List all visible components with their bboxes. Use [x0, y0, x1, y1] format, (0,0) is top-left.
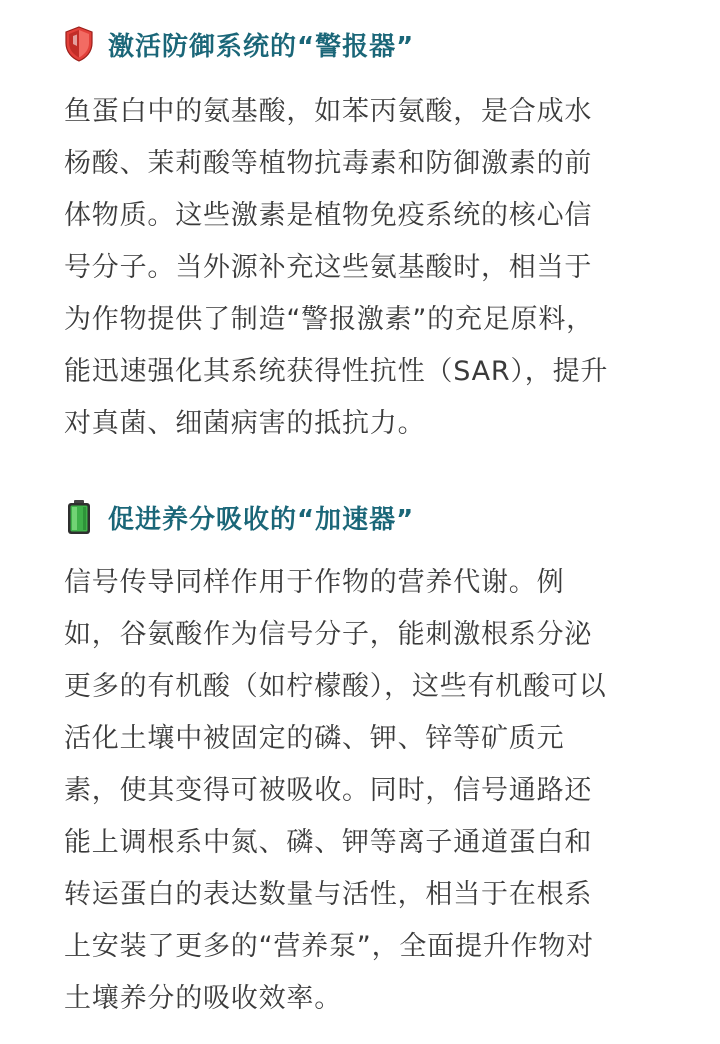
- section-title: 促进养分吸收的“加速器”: [108, 504, 415, 535]
- body-line: 信号传导同样作用于作物的营养代谢。例: [64, 567, 565, 598]
- section-body: [64, 86, 608, 450]
- body-line: 转运蛋白的表达数量与活性，相当于在根系: [64, 879, 593, 910]
- body-line: 土壤养分的吸收效率。: [64, 983, 342, 1014]
- section-heading: [64, 497, 664, 537]
- body-line: 活化土壤中被固定的磷、钾、锌等矿质元: [64, 723, 565, 754]
- body-line: 能上调根系中氮、磷、钾等离子通道蛋白和: [64, 827, 593, 858]
- body-line: 号分子。当外源补充这些氨基酸时，相当于: [64, 252, 593, 283]
- body-line: 体物质。这些激素是植物免疫系统的核心信: [64, 200, 593, 231]
- section-heading: [64, 24, 664, 64]
- body-line: 更多的有机酸（如柠檬酸），这些有机酸可以: [64, 671, 607, 702]
- body-line: 杨酸、茉莉酸等植物抗毒素和防御激素的前: [64, 148, 593, 179]
- section-body: [64, 557, 607, 1025]
- body-line: 如，谷氨酸作为信号分子，能刺激根系分泌: [64, 619, 593, 650]
- body-line: 为作物提供了制造“警报激素”的充足原料，: [64, 304, 594, 335]
- section-nutrient-accelerator: [64, 497, 664, 1014]
- body-line: 上安装了更多的“营养泵”，全面提升作物对: [64, 931, 594, 962]
- battery-icon: [64, 499, 94, 535]
- body-line: 素，使其变得可被吸收。同时，信号通路还: [64, 775, 593, 806]
- shield-icon: [64, 26, 94, 62]
- body-line: 鱼蛋白中的氨基酸，如苯丙氨酸，是合成水: [64, 96, 593, 127]
- section-title: 激活防御系统的“警报器”: [108, 31, 415, 62]
- body-line: 能迅速强化其系统获得性抗性（SAR），提升: [64, 356, 609, 387]
- section-defense-alarm: [64, 24, 664, 439]
- body-line: 对真菌、细菌病害的抵抗力。: [64, 408, 426, 439]
